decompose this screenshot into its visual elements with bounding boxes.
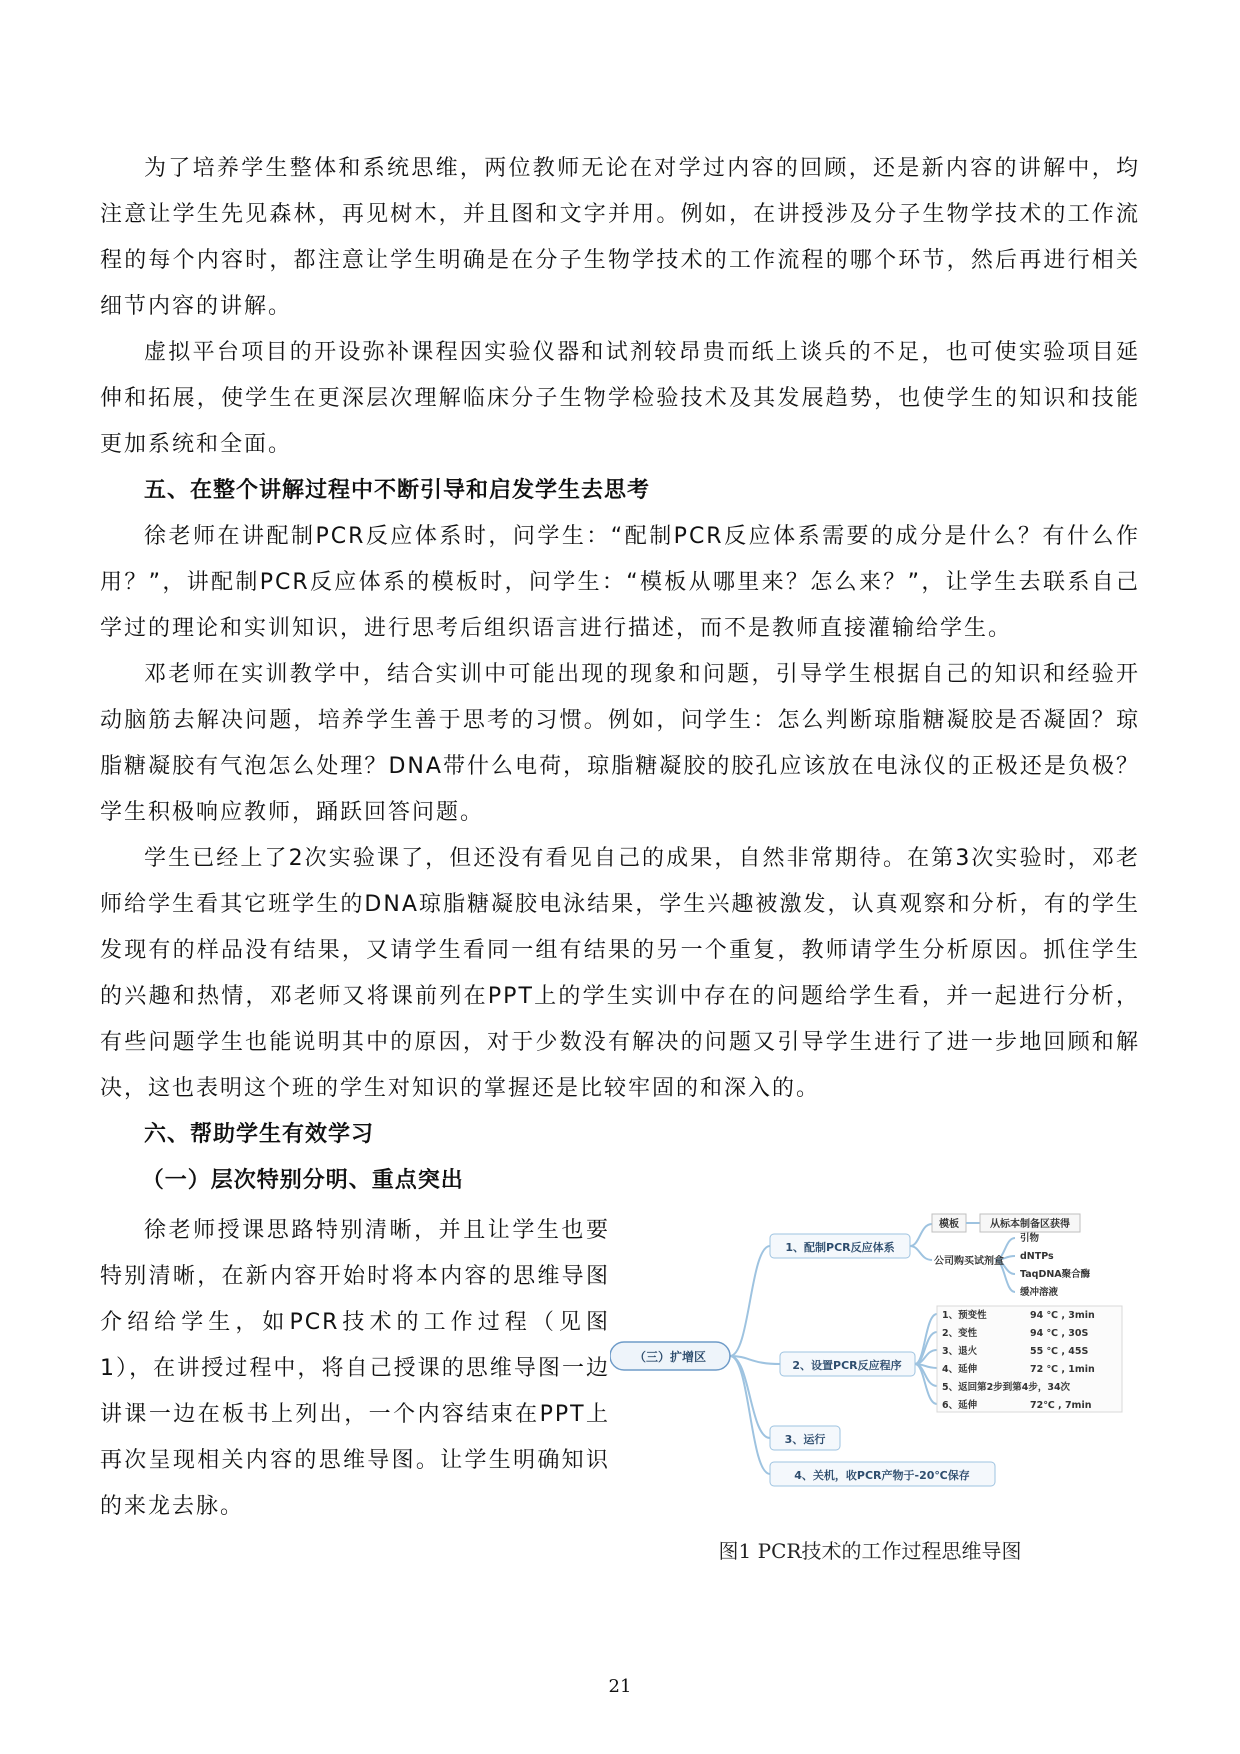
mindmap-step-label: 5、返回第2步到第4步，34次 <box>942 1382 1071 1393</box>
pcr-mindmap-figure <box>610 1210 1130 1570</box>
figure-caption: 图1 PCR技术的工作过程思维导图 <box>718 1539 1022 1563</box>
section-heading: 五、在整个讲解过程中不断引导和启发学生去思考 <box>144 478 651 503</box>
mindmap-step-label: 2、变性 <box>942 1328 978 1339</box>
mindmap-svg <box>610 1210 1130 1530</box>
mindmap-step-value: 72℃ , 7min <box>1030 1400 1092 1411</box>
mindmap-step-label: 4、延伸 <box>942 1364 978 1375</box>
left-column-text <box>100 1208 610 1530</box>
paragraph: 徐老师在讲配制PCR反应体系时，问学生：“配制PCR反应体系需要的成分是什么？有什么作用？”，讲配制PCR反应体系的模板时，问学生：“模板从哪里来？怎么来？”，让学生去联系自己学过的理论和实训知识，进行思考后组织语言进行描述，而不是教师直接灌输给学生。 <box>100 524 1140 641</box>
mindmap-root-label: （三）扩增区 <box>633 1350 707 1364</box>
mindmap-leaf-label: 模板 <box>939 1219 959 1230</box>
mindmap-leaf-label: 公司购买试剂盒 <box>934 1256 1004 1267</box>
mindmap-branch-label: 1、配制PCR反应体系 <box>785 1241 895 1254</box>
paragraph: 徐老师授课思路特别清晰，并且让学生也要特别清晰，在新内容开始时将本内容的思维导图介绍给学生，如PCR技术的工作过程（见图1），在讲授过程中，将自己授课的思维导图一边讲课一边在板书上列出，一个内容结束在PPT上再次呈现相关内容的思维导图。让学生明确知识的来龙去脉。 <box>100 1218 610 1519</box>
mindmap-step-label: 6、延伸 <box>942 1400 978 1411</box>
top-paragraphs <box>100 146 1140 1204</box>
mindmap-step-value: 72 ℃ , 1min <box>1030 1364 1095 1375</box>
paragraph: 学生已经上了2次实验课了，但还没有看见自己的成果，自然非常期待。在第3次实验时，邓老师给学生看其它班学生的DNA琼脂糖凝胶电泳结果，学生兴趣被激发，认真观察和分析，有的学生发现有的样品没有结果，又请学生看同一组有结果的另一个重复，教师请学生分析原因。抓住学生的兴趣和热情，邓老师又将课前列在PPT上的学生实训中存在的问题给学生看，并一起进行分析，有些问题学生也能说明其中的原因，对于少数没有解决的问题又引导学生进行了进一步地回顾和解决，这也表明这个班的学生对知识的掌握还是比较牢固的和深入的。 <box>100 846 1140 1101</box>
mindmap-step-value: 55 ℃ , 45S <box>1030 1346 1089 1357</box>
subsection-heading: （一）层次特别分明、重点突出 <box>141 1168 464 1193</box>
paragraph: 虚拟平台项目的开设弥补课程因实验仪器和试剂较昂贵而纸上谈兵的不足，也可使实验项目延伸和拓展，使学生在更深层次理解临床分子生物学检验技术及其发展趋势，也使学生的知识和技能更加系统和全面。 <box>100 340 1140 457</box>
paragraph: 邓老师在实训教学中，结合实训中可能出现的现象和问题，引导学生根据自己的知识和经验开动脑筋去解决问题，培养学生善于思考的习惯。例如，问学生：怎么判断琼脂糖凝胶是否凝固？琼脂糖凝胶有气泡怎么处理？DNA带什么电荷，琼脂糖凝胶的胶孔应该放在电泳仪的正极还是负极？学生积极响应教师，踊跃回答问题。 <box>100 662 1140 825</box>
mindmap-leaf-label: dNTPs <box>1020 1251 1054 1262</box>
mindmap-leaf-label: TaqDNA聚合酶 <box>1020 1269 1091 1280</box>
mindmap-branch-label: 2、设置PCR反应程序 <box>792 1359 902 1372</box>
page-number: 21 <box>608 1676 632 1697</box>
mindmap-step-value: 94 ℃ , 30S <box>1030 1328 1089 1339</box>
mindmap-program-box <box>937 1306 1122 1412</box>
mindmap-leaf-label: 引物 <box>1020 1233 1040 1244</box>
section-heading: 六、帮助学生有效学习 <box>144 1122 375 1147</box>
paragraph: 为了培养学生整体和系统思维，两位教师无论在对学过内容的回顾，还是新内容的讲解中，均注意让学生先见森林，再见树木，并且图和文字并用。例如，在讲授涉及分子生物学技术的工作流程的每个内容时，都注意让学生明确是在分子生物学技术的工作流程的哪个环节，然后再进行相关细节内容的讲解。 <box>100 156 1140 319</box>
mindmap-step-label: 3、退火 <box>942 1346 978 1357</box>
mindmap-step-label: 1、预变性 <box>942 1310 987 1321</box>
mindmap-step-value: 94 ℃ , 3min <box>1030 1310 1095 1321</box>
mindmap-branch-label: 4、关机，收PCR产物于-20℃保存 <box>794 1469 970 1482</box>
mindmap-leaf-label: 缓冲溶液 <box>1020 1287 1059 1298</box>
mindmap-branch-label: 3、运行 <box>784 1433 826 1446</box>
mindmap-leaf-label: 从标本制备区获得 <box>990 1219 1070 1230</box>
